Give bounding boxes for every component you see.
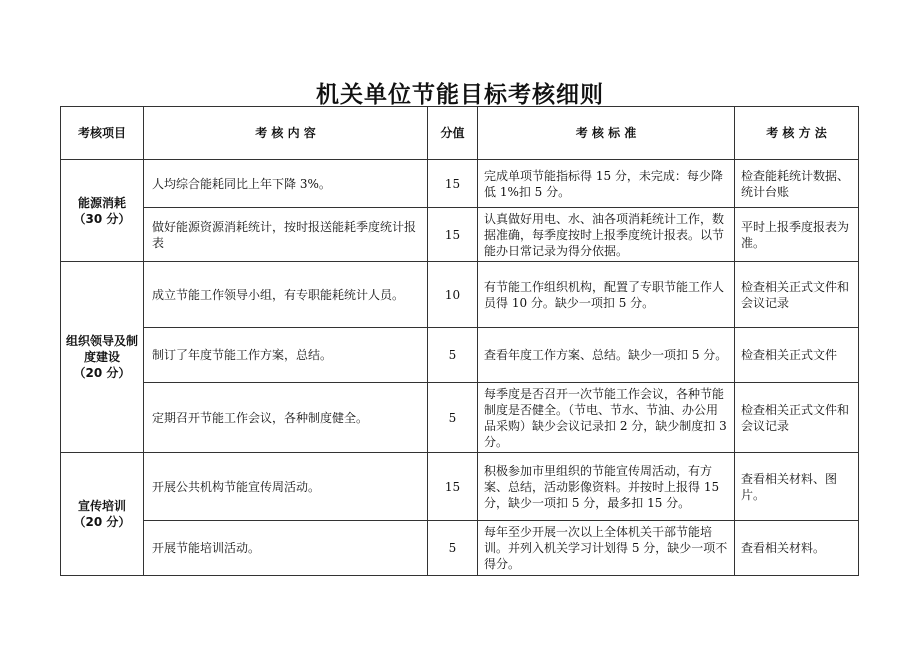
header-row — [61, 107, 859, 160]
category-score: （30 分） — [73, 211, 131, 226]
content-cell: 定期召开节能工作会议，各种制度健全。 — [144, 383, 428, 453]
standard-cell: 完成单项节能指标得 15 分，未完成：每少降低 1%扣 5 分。 — [478, 160, 735, 208]
score-cell: 5 — [428, 521, 478, 576]
category-name: 组织领导及制度建设 — [65, 334, 138, 364]
standard-cell: 认真做好用电、水、油各项消耗统计工作，数据准确，每季度按时上报季度统计报表。以节能办日常记录为得分依据。 — [478, 208, 735, 262]
header-standard: 考 核 标 准 — [478, 107, 735, 160]
standard-cell: 每年至少开展一次以上全体机关干部节能培训。并列入机关学习计划得 5 分，缺少一项不得分。 — [478, 521, 735, 576]
category-cell — [61, 453, 144, 576]
table-row — [61, 521, 859, 576]
table-row — [61, 262, 859, 328]
category-cell — [61, 160, 144, 262]
method-cell: 检查相关正式文件 — [735, 328, 859, 383]
content-cell: 开展公共机构节能宣传周活动。 — [144, 453, 428, 521]
header-item: 考核项目 — [61, 107, 144, 160]
header-content: 考 核 内 容 — [144, 107, 428, 160]
score-cell: 15 — [428, 208, 478, 262]
standard-cell: 每季度是否召开一次节能工作会议，各种节能制度是否健全。（节电、节水、节油、办公用品采购）缺少会议记录扣 2 分，缺少制度扣 3 分。 — [478, 383, 735, 453]
table-row — [61, 160, 859, 208]
content-cell: 做好能源资源消耗统计，按时报送能耗季度统计报表 — [144, 208, 428, 262]
document-title: 机关单位节能目标考核细则 — [316, 82, 604, 108]
method-cell: 检查相关正式文件和会议记录 — [735, 262, 859, 328]
table-row — [61, 208, 859, 262]
category-name: 宣传培训 — [77, 499, 126, 513]
category-name: 能源消耗 — [77, 195, 126, 210]
category-score: （20 分） — [73, 366, 131, 380]
header-score: 分值 — [428, 107, 478, 160]
score-cell: 5 — [428, 383, 478, 453]
method-cell: 检查相关正式文件和会议记录 — [735, 383, 859, 453]
method-cell: 查看相关材料。 — [735, 521, 859, 576]
header-method: 考 核 方 法 — [735, 107, 859, 160]
content-cell: 制订了年度节能工作方案，总结。 — [144, 328, 428, 383]
content-cell: 成立节能工作领导小组，有专职能耗统计人员。 — [144, 262, 428, 328]
content-cell: 人均综合能耗同比上年下降 3%。 — [144, 160, 428, 208]
score-cell: 5 — [428, 328, 478, 383]
assessment-table — [60, 106, 859, 576]
score-cell: 10 — [428, 262, 478, 328]
content-cell: 开展节能培训活动。 — [144, 521, 428, 576]
table-row — [61, 383, 859, 453]
score-cell: 15 — [428, 160, 478, 208]
score-cell: 15 — [428, 453, 478, 521]
method-cell: 检查能耗统计数据、统计台账 — [735, 160, 859, 208]
standard-cell: 积极参加市里组织的节能宣传周活动，有方案、总结，活动影像资料。并按时上报得 15 分，缺少一项扣 5 分，最多扣 15 分。 — [478, 453, 735, 521]
standard-cell: 查看年度工作方案、总结。缺少一项扣 5 分。 — [478, 328, 735, 383]
method-cell: 查看相关材料、图片。 — [735, 453, 859, 521]
category-score: （20 分） — [73, 515, 131, 529]
table-row — [61, 453, 859, 521]
method-cell: 平时上报季度报表为准。 — [735, 208, 859, 262]
table-row — [61, 328, 859, 383]
standard-cell: 有节能工作组织机构，配置了专职节能工作人员得 10 分。缺少一项扣 5 分。 — [478, 262, 735, 328]
category-cell — [61, 262, 144, 453]
